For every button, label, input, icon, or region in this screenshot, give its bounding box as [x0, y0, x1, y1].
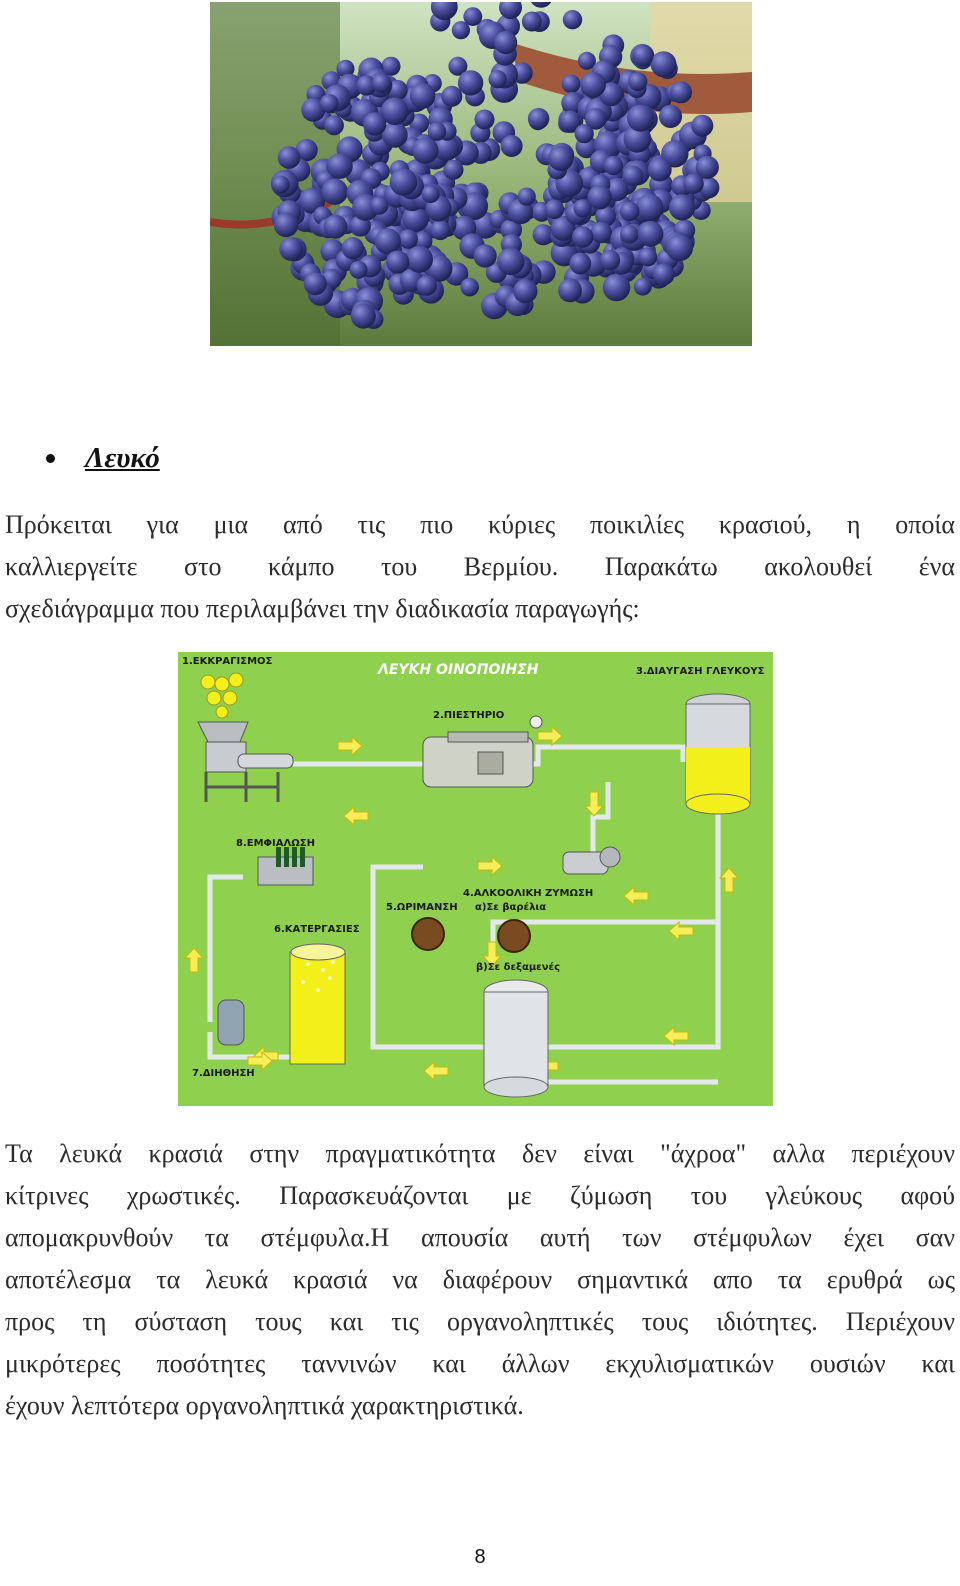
grape-berry — [545, 200, 565, 220]
grape-berry — [323, 215, 347, 239]
grape-berry — [522, 12, 542, 32]
grape-berry — [320, 94, 339, 113]
grape-berry — [563, 10, 582, 29]
step-label: β)Σε δεξαμενές — [476, 962, 561, 973]
grape-berry — [428, 122, 447, 141]
treatment-tank — [290, 944, 345, 1064]
step-label: 7.ΔΙΗΘΗΣΗ — [192, 1068, 255, 1079]
grape-berry — [659, 105, 682, 128]
grape-berry — [513, 279, 537, 303]
grape-berry — [497, 248, 524, 275]
paragraph-line: καλλιεργείτε στο κάμπο του Βερμίου. Παρακάτω ακολουθεί ένα — [5, 552, 955, 581]
grape-berry — [398, 229, 418, 249]
grape-berry — [638, 221, 664, 247]
bottling-machine — [258, 847, 313, 885]
filter-unit — [218, 1000, 244, 1045]
grape-berry — [587, 185, 611, 209]
body-paragraph — [5, 1133, 955, 1427]
grape-berry — [600, 250, 620, 270]
grape-berry — [430, 220, 450, 240]
white-winemaking-diagram — [178, 652, 773, 1106]
grape-berry — [528, 108, 549, 129]
grape-berry — [628, 72, 647, 91]
step-label: 5.ΩΡΙΜΑΝΣΗ — [386, 902, 458, 913]
grape-berry — [463, 7, 482, 26]
grape-berry — [604, 156, 623, 175]
step-label: 8.ΕΜΦΙΑΛΩΣΗ — [236, 838, 315, 849]
grape-berry — [634, 278, 652, 296]
section-heading: Λευκό — [85, 441, 160, 474]
grape-berry — [653, 263, 675, 285]
grape-berry — [670, 81, 692, 103]
grape-berry — [350, 261, 368, 279]
grape-berry — [363, 112, 386, 135]
grape-berry — [278, 146, 301, 169]
grape-berry — [572, 226, 593, 247]
step-label: 3.ΔΙΑΥΓΑΣΗ ΓΛΕΥΚΟΥΣ — [636, 666, 765, 677]
grape-berry — [390, 168, 417, 195]
grape-berry — [683, 174, 703, 194]
paragraph-line: Τα λευκά κρασιά στην πραγματικότητα δεν είναι "άχροα" αλλα περιέχουν — [5, 1139, 955, 1168]
grapes-image — [210, 2, 752, 346]
grape-berry — [324, 115, 344, 135]
grape-berry — [351, 303, 376, 328]
grape-berry — [669, 194, 695, 220]
paragraph-line: κίτρινες χρωστικές. Παρασκευάζονται με ζύμωση του γλεύκους αφού — [5, 1181, 955, 1210]
grape-berry — [370, 196, 388, 214]
paragraph-line: έχουν λεπτότερα οργανοληπτικά χαρακτηριστικά. — [5, 1391, 524, 1420]
grape-berry — [406, 246, 433, 273]
paragraph-line: προς τη σύσταση τους και τις οργανοληπτικές τους ιδιότητες. Περιέχουν — [5, 1307, 955, 1336]
grape-berry — [327, 153, 353, 179]
page-number: 8 — [474, 1546, 486, 1568]
grape-berry — [410, 83, 436, 109]
grape-berry — [569, 253, 591, 275]
grape-berry — [279, 237, 303, 261]
grape-berry — [591, 222, 612, 243]
clarification-tank — [686, 694, 750, 814]
pipes — [210, 747, 718, 1082]
grape-berry — [304, 272, 327, 295]
grape-berry — [274, 213, 299, 238]
grape-berry — [651, 51, 677, 77]
grape-berry — [548, 146, 573, 171]
step-label: 4.ΑΛΚΟΟΛΙΚΗ ΖΥΜΩΣΗ — [463, 888, 594, 899]
grape-berry — [620, 202, 640, 222]
grape-berry — [648, 158, 672, 182]
grape-berry — [691, 115, 713, 137]
grape-berry — [632, 45, 653, 66]
grape-berry — [639, 248, 658, 267]
grape-berry — [562, 75, 581, 94]
grape-berry — [342, 237, 364, 259]
grape-berry — [372, 74, 391, 93]
grape-berry — [518, 188, 536, 206]
grape-berry — [558, 279, 582, 303]
grape-berry — [501, 135, 523, 157]
grape-berry — [272, 176, 290, 194]
grape-berry — [636, 194, 664, 222]
paragraph-line: σχεδιάγραμμα που περιλαμβάνει την διαδικασία παραγωγής: — [5, 594, 640, 623]
grape-berry — [603, 274, 631, 302]
grape-berry — [460, 278, 479, 297]
paragraph-line: μικρότερες ποσότητες ταννινών και άλλων εκχυλισματικών ουσιών και — [5, 1349, 955, 1378]
grape-berry — [575, 124, 594, 143]
grape-berry — [412, 137, 438, 163]
grape-berry — [627, 105, 654, 132]
grape-berry — [620, 225, 639, 244]
grape-berry — [441, 86, 462, 107]
grape-berry — [474, 244, 497, 267]
grape-berry — [580, 72, 606, 98]
paragraph-line: αποτέλεσμα τα λευκά κρασιά να διαφέρουν σημαντικά απο τα ερυθρά ως — [5, 1265, 955, 1294]
grape-berry — [417, 275, 437, 295]
step-label: 2.ΠΙΕΣΤΗΡΙΟ — [433, 710, 505, 721]
fermentation-tank — [484, 980, 548, 1097]
step-label: 1.ΕΚΚΡΑΓΙΣΜΟΣ — [182, 656, 273, 667]
barrels — [412, 918, 530, 952]
step-label: 6.ΚΑΤΕΡΓΑΣΙΕΣ — [274, 924, 360, 935]
grape-berry — [386, 250, 409, 273]
intro-paragraph — [5, 504, 955, 630]
grape-berry — [458, 70, 483, 95]
grape-berry — [622, 165, 643, 186]
grape-berry — [494, 31, 517, 54]
step-label: α)Σε βαρέλια — [475, 902, 547, 913]
bullet-icon — [46, 454, 55, 463]
grape-berry — [422, 185, 440, 203]
diagram-title: ΛΕΥΚΗ ΟΙΝΟΠΟΙΗΣΗ — [378, 662, 539, 678]
paragraph-line: απομακρυνθούν τα στέμφυλα.Η απουσία αυτή των στέμφυλων έχει σαν — [5, 1223, 955, 1252]
grape-berry — [322, 179, 348, 205]
wine-press — [423, 716, 542, 787]
grape-berry — [489, 70, 507, 88]
grape-berry — [666, 234, 693, 261]
section-heading-row — [46, 438, 160, 478]
grape-berry — [475, 110, 495, 130]
destemmer-machine — [198, 673, 293, 802]
paragraph-line: Πρόκειται για μια από τις πιο κύριες ποικιλίες κρασιού, η οποία — [5, 510, 955, 539]
grapes-photo — [210, 2, 752, 346]
